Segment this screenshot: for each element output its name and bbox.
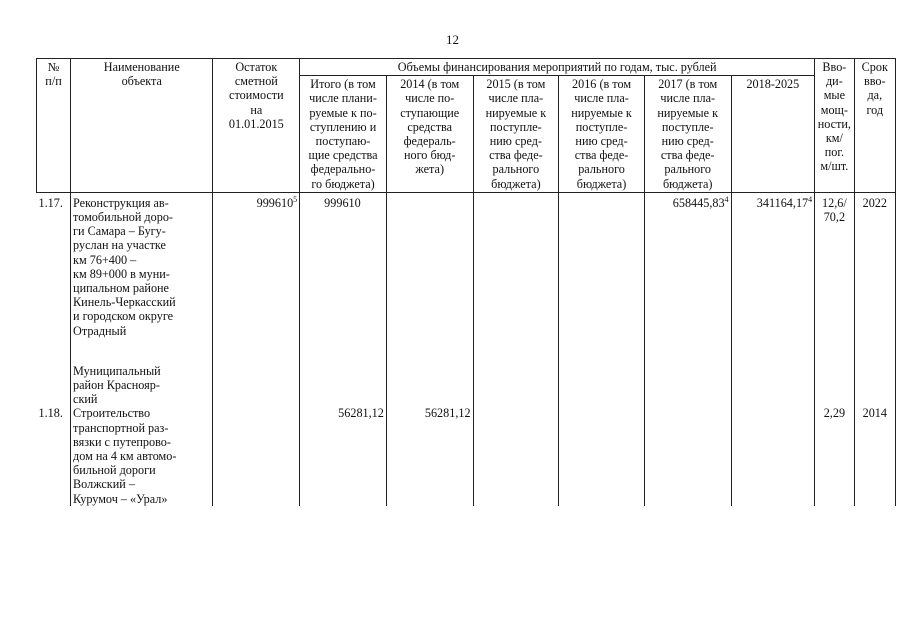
row-2016 — [559, 192, 645, 338]
header-2016: 2016 (в том числе пла- нируемые к поступле- нию сред- ства феде- рального бюджета) — [559, 76, 645, 193]
header-capacity: Вво- ди- мые мощ- ности, км/ пог. м/шт. — [815, 59, 854, 193]
row-2018-2025 — [731, 406, 815, 505]
spacer-row — [37, 338, 896, 364]
header-funding-group: Объемы финансирования мероприятий по годам, тыс. рублей — [300, 59, 815, 76]
footnote-mark: 5 — [293, 194, 298, 204]
row-capacity: 12,6/ 70,2 — [815, 192, 854, 338]
header-term: Срок вво- да, год — [854, 59, 895, 193]
row-num: 1.18. — [38, 406, 63, 421]
row-name: Строительство транспортной раз- вязки с путепрово- дом на 4 км автомо- бильной дороги Волжский – Курумоч – «Урал» — [71, 406, 213, 505]
row-2015 — [473, 406, 559, 505]
row-2014: 56281,12 — [386, 406, 473, 505]
row-2014 — [386, 192, 473, 338]
y2018-2025-value: 341164,17 — [756, 195, 809, 210]
header-name: Наименование объекта — [71, 59, 213, 193]
row-2017 — [644, 406, 731, 505]
funding-table — [36, 58, 896, 506]
footnote-mark: 4 — [808, 194, 813, 204]
subheading-row — [37, 364, 896, 407]
row-balance — [213, 192, 300, 338]
row-num: 1.17. — [38, 195, 63, 210]
footnote-mark: 4 — [724, 194, 729, 204]
row-2015 — [473, 192, 559, 338]
table-row — [37, 406, 896, 505]
row-balance — [213, 406, 300, 505]
header-balance: Остаток сметной стоимости на 01.01.2015 — [213, 59, 300, 193]
header-2018-2025: 2018-2025 — [731, 76, 815, 193]
header-total: Итого (в том числе плани- руемые к по- ступлению и поступаю- щие средства федерально- го бюджета) — [300, 76, 387, 193]
header-2015: 2015 (в том числе пла- нируемые к поступле- нию сред- ства феде- рального бюджета) — [473, 76, 559, 193]
row-capacity: 2,29 — [815, 406, 854, 505]
row-term: 2014 — [854, 406, 895, 505]
table-row — [37, 192, 896, 338]
region-subheading: Муниципальный район Краснояр- ский — [71, 364, 213, 407]
row-term: 2022 — [854, 192, 895, 338]
y2017-value: 658445,83 — [672, 195, 725, 210]
header-num: № п/п — [37, 59, 71, 193]
header-2014: 2014 (в том числе по- ступающие средства федераль- ного бюд- жета) — [386, 76, 473, 193]
page-number: 12 — [446, 32, 459, 47]
balance-value: 999610 — [256, 195, 294, 210]
row-name: Реконструкция ав- томобильной доро- ги Самара – Бугу- руслан на участке км 76+400 – км 89+000 в муни- ципальном районе Кинель-Черкасский и городском округе Отрадный — [71, 192, 213, 338]
row-2018-2025 — [731, 192, 815, 338]
row-total: 56281,12 — [300, 406, 387, 505]
header-2017: 2017 (в том числе пла- нируемые к поступле- нию сред- ства феде- рального бюджета) — [644, 76, 731, 193]
row-2016 — [559, 406, 645, 505]
header-row-1 — [37, 59, 896, 76]
row-total: 999610 — [300, 192, 387, 338]
row-2017 — [644, 192, 731, 338]
